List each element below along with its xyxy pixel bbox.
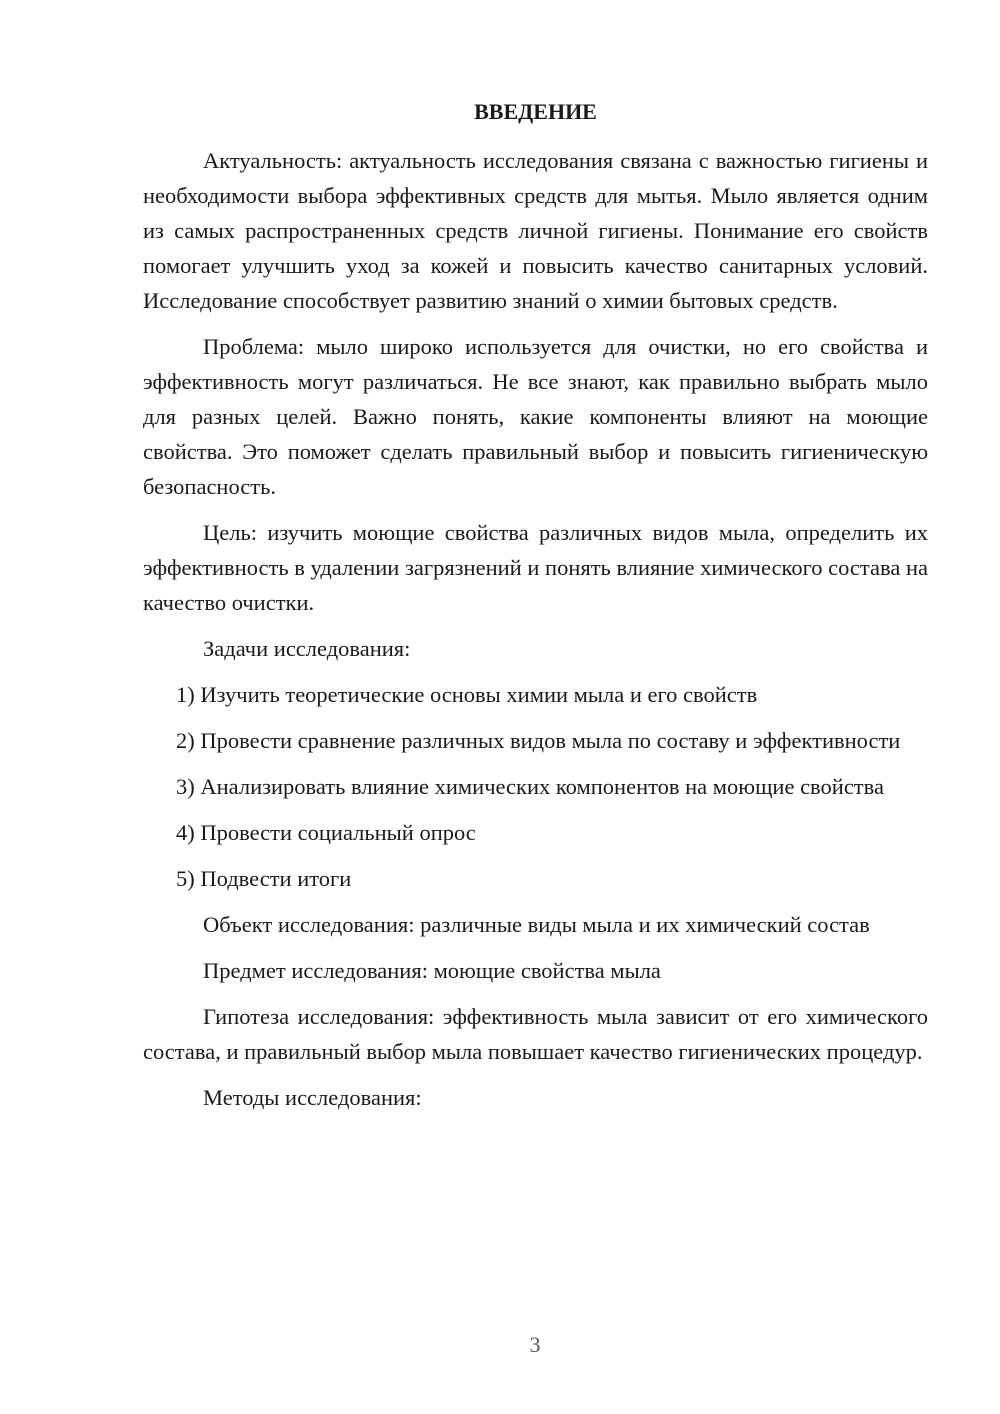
section-title: ВВЕДЕНИЕ (474, 99, 597, 124)
paragraph-object: Объект исследования: различные виды мыла и их химический состав (203, 912, 870, 937)
task-item-1: 1) Изучить теоретические основы химии мыла и его свойств (176, 682, 758, 707)
paragraph-problem: Проблема: мыло широко используется для очистки, но его свойства и эффективность могут различаться. Не все знают, как правильно выбрать мыло для разных целей. Важно понять, какие компоненты влияют на моющие свойства. Это поможет сделать правильный выбор и повысить гигиеническую безопасность. (143, 334, 928, 499)
paragraph-hypothesis: Гипотеза исследования: эффективность мыла зависит от его химического состава, и правильный выбор мыла повышает качество гигиенических процедур. (143, 1004, 928, 1064)
page-content (143, 94, 928, 1126)
task-item-5: 5) Подвести итоги (176, 866, 352, 891)
paragraph-subject: Предмет исследования: моющие свойства мыла (203, 958, 661, 983)
task-item-4: 4) Провести социальный опрос (176, 820, 476, 845)
paragraph-relevance: Актуальность: актуальность исследования связана с важностью гигиены и необходимости выбора эффективных средств для мытья. Мыло является одним из самых распространенных средств личной гигиены. Понимание его свойств помогает улучшить уход за кожей и повысить качество санитарных условий. Исследование способствует развитию знаний о химии бытовых средств. (143, 148, 928, 313)
paragraph-tasks-heading: Задачи исследования: (203, 636, 411, 661)
task-item-2: 2) Провести сравнение различных видов мыла по составу и эффективности (176, 728, 901, 753)
task-item-3: 3) Анализировать влияние химических компонентов на моющие свойства (176, 774, 884, 799)
page-number: 3 (529, 1332, 541, 1357)
paragraph-methods: Методы исследования: (203, 1085, 422, 1110)
paragraph-goal: Цель: изучить моющие свойства различных видов мыла, определить их эффективность в удалении загрязнений и понять влияние химического состава на качество очистки. (143, 520, 928, 615)
